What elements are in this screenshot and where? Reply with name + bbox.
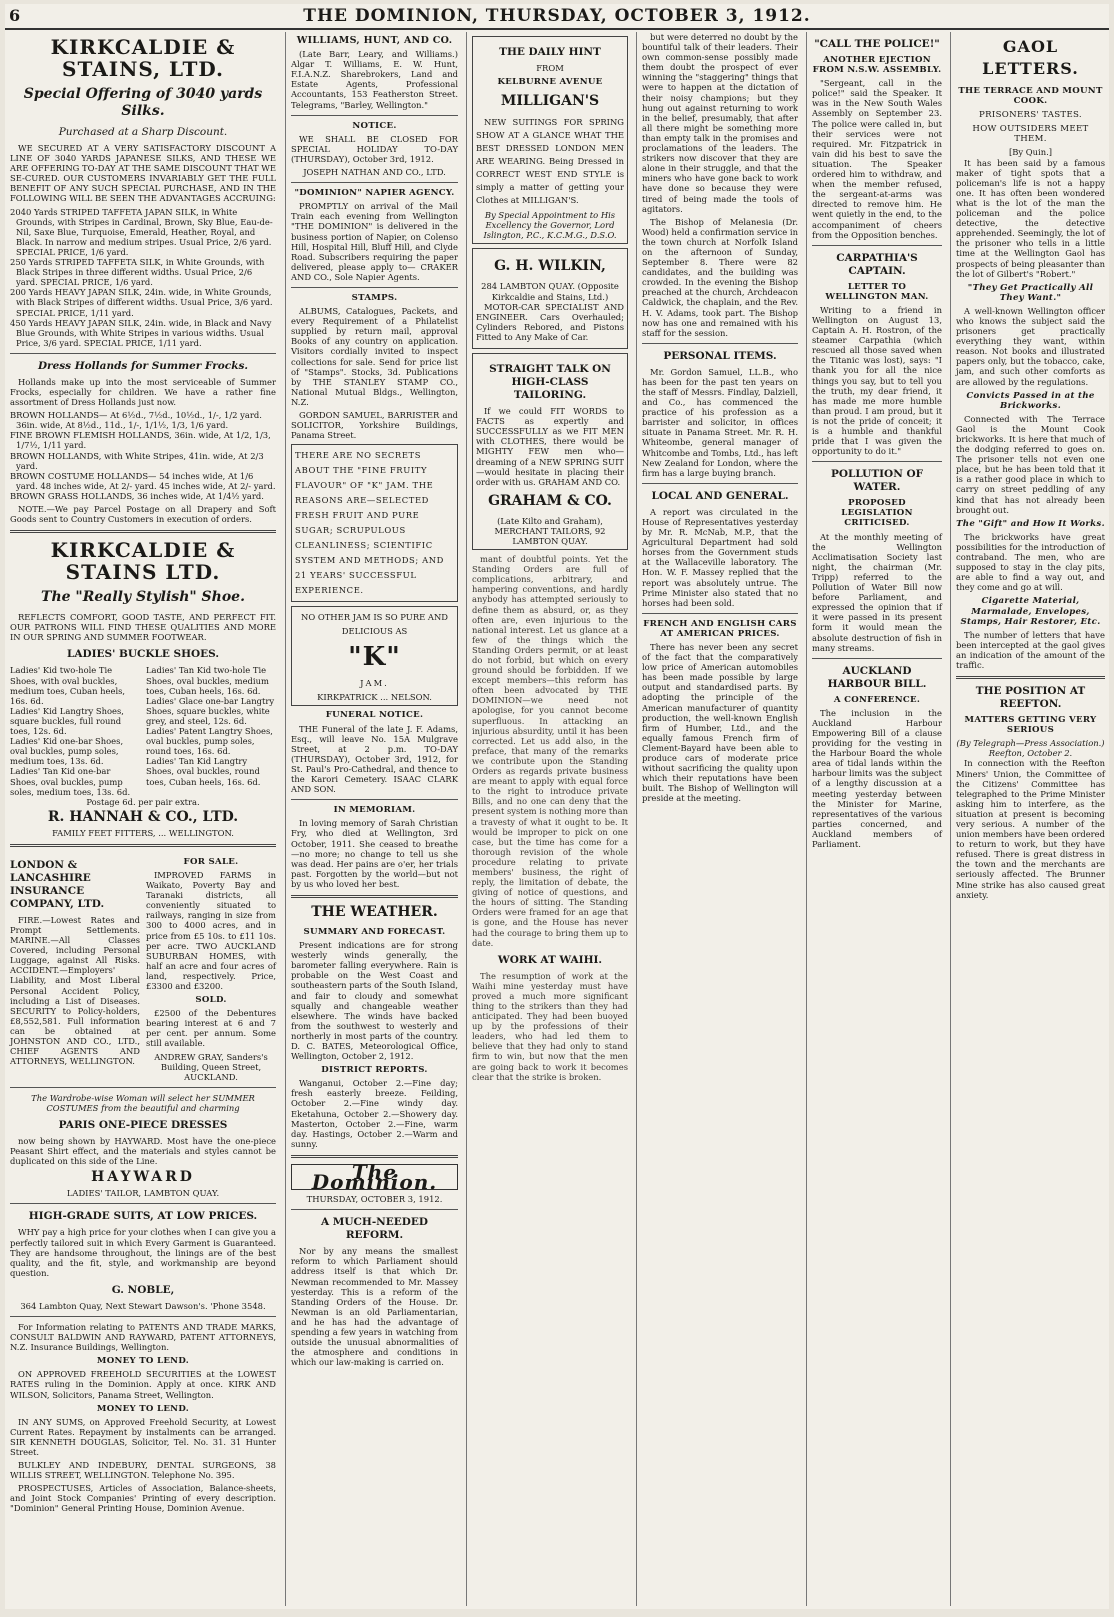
shoe-item: Ladies' Tan Kid two-hole Tie Shoes, oval buckles, medium toes, Cuban heels, 16s. 6d. bbox=[146, 665, 269, 696]
waihi-body: The resumption of work at the Waihi mine yesterday must have proved a much more significant thing to the strikers than they had anticipated. They had been buoyed up by the professions of their leaders, who had led them to believe that they had only to stand firm to win, but now that the men are going back to work it becomes clear that the strike is broken. bbox=[472, 970, 628, 1082]
shoe-item: Ladies' Tan Kid one-bar Shoes, oval buckles, pump soles, medium toes, 13s. 6d. bbox=[10, 766, 131, 797]
memoriam-body: In loving memory of Sarah Christian Fry, who died at Wellington, 3rd October, 1911. She ceased to breathe—no more; no change to tell us she was dead. Her pains are o'er, her trials past. Forgotten by the world—but not by us who loved her best. bbox=[291, 818, 458, 889]
williams-body: (Late Barr, Leary, and Williams.) Algar T. Williams, E. W. Hunt, F.I.A.N.Z. Sharebrokers, Land and Estate Agents, Professional Accountants, 153 Featherston Street. Telegrams, "Barley, Wellington." bbox=[291, 49, 458, 110]
jam-box: THERE ARE NO SECRETS ABOUT THE "FINE FRUITY FLAVOUR" OF "K" JAM. THE REASONS ARE—SELECTED FRESH FRUIT AND PURE SUGAR; SCRUPULOUS CLEANLINESS; SCIENTIFIC SYSTEM AND METHODS; AND 21 YEARS' SUCCESSFUL EXPERIENCE. bbox=[291, 444, 458, 602]
sold-body: £2500 of the Debentures bearing interest at 6 and 7 per cent. per annum. Some still available. bbox=[146, 1008, 276, 1049]
wilkin-box bbox=[472, 248, 628, 349]
funeral-title: FUNERAL NOTICE. bbox=[325, 710, 424, 721]
french-body: There has never been any secret of the fact that the comparatively low price of American automobiles has been made possible by large output and standardised parts. By adopting the principle of the American manufacturer of quantity production, the well-known English firm of Humber, Ltd., and the equally famous French firm of Clement-Bayard have been able to produce cars of moderate price without sacrificing the quality upon which their reputations have been built. The Bishop of Wellington will preside at the meeting. bbox=[642, 641, 798, 804]
memoriam-title: IN MEMORIAM. bbox=[333, 805, 416, 816]
carpathia-subtitle: LETTER TO WELLINGTON MAN. bbox=[825, 281, 929, 302]
carpathia-title: CARPATHIA'S CAPTAIN. bbox=[836, 251, 918, 277]
money-title: MONEY TO LEND. bbox=[96, 1356, 190, 1367]
hayward-intro: The Wardrobe-wise Woman will select her SUMMER COSTUMES from the beautiful and charming bbox=[31, 1092, 255, 1113]
column-notices bbox=[285, 32, 463, 1606]
shoe-item: Ladies' Kid one-bar Shoes, oval buckles, pump soles, medium toes, 13s. 6d. bbox=[10, 736, 124, 767]
milligans-appointment: By Special Appointment to His Excellency the Governor, Lord Islington, P.C., K.C.M.G., D.S.O. bbox=[483, 210, 617, 241]
leader-date: THURSDAY, OCTOBER 3, 1912. bbox=[306, 1194, 443, 1205]
brick-title: Convicts Passed in at the Brickworks. bbox=[966, 390, 1095, 411]
hayward-sub: LADIES' TAILOR, LAMBTON QUAY. bbox=[66, 1188, 220, 1199]
water-title: POLLUTION OF WATER. bbox=[830, 468, 924, 494]
shoe-title: The "Really Stylish" Shoe. bbox=[41, 589, 245, 606]
stamps-body: ALBUMS, Catalogues, Packets, and every Requirement of a Philatelist supplied by return mail, approval Books of any country on application. Visitors cordially invited to inspect collections for sale. Send for price list of "Stamps". Stocks, 3d. Publications by THE STANLEY STAMP CO., National Mutual Bldgs., Wellington, N.Z. bbox=[291, 306, 458, 407]
leader-title: A MUCH-NEEDED REFORM. bbox=[320, 1216, 429, 1242]
newspaper-page bbox=[5, 4, 1109, 1609]
shoe-intro: REFLECTS COMFORT, GOOD TASTE, AND PERFECT FIT. OUR PATRONS WILL FIND THESE QUALITIES AND MORE IN OUR SPRING AND SUMMER FOOTWEAR. bbox=[10, 612, 276, 643]
kirkpatrick: KIRKPATRICK ... NELSON. bbox=[317, 692, 432, 703]
williams-heading: WILLIAMS, HUNT, AND CO. bbox=[296, 35, 453, 46]
gaol-body: It has been said by a famous maker of tight spots that a policeman's life is not a happy one. It has often been wondered what is the lot of the man the policeman and the police detective, the detective apprehended. Seemingly, the lot of the prisoner who tells in a little time at the Wellington Gaol has prospects of being pleasanter than the lot of Gilbert's "Robert." bbox=[956, 157, 1105, 279]
insurance-forsale-row bbox=[10, 853, 276, 1082]
leader-body: Nor by any means the smallest reform to which Parliament should address itself is that which Dr. Newman recommended to Mr. Massey yesterday. This is a reform of the Standing Orders of the House. Dr. Newman is an old Parliamentarian, and he has had the advantage of spending a few years in watching from outside the unusual abnormalities of the atmosphere and conditions in which our law-making is carried on. bbox=[291, 1246, 458, 1368]
bulkley-ad: BULKLEY AND INDEBURY, DENTAL SURGEONS, 38 WILLIS STREET, WELLINGTON. Telephone No. 395. bbox=[10, 1460, 276, 1481]
insurance-body: FIRE.—Lowest Rates and Prompt Settlements. MARINE.—All Classes Covered, including Personal Luggage, against All Risks. ACCIDENT.—Employers' Liability, and Most Liberal Personal Accident Policy, including a List of Diseases. SECURITY to Policy-holders, £8,552,581. Full information can be obtained at JOHNSTON AND CO., LTD., CHIEF AGENTS AND ATTORNEYS, WELLINGTON. bbox=[10, 914, 140, 1067]
shoe-item: Ladies' Kid two-hole Tie Shoes, with oval buckles, medium toes, Cuban heels, 16s. 6d. bbox=[10, 665, 126, 706]
column-news-2 bbox=[806, 32, 947, 1606]
tailoring-body: If we could FIT WORDS to FACTS as expertly and SUCCESSFULLY as we FIT MEN with CLOTHES, there would be MIGHTY FEW men who—dreaming of a NEW SPRING SUIT—would hesitate in placing their order with us. GRAHAM AND CO. bbox=[476, 406, 624, 487]
hayward-row bbox=[10, 1093, 276, 1517]
postage-note: NOTE.—We pay Parcel Postage on all Drapery and Soft Goods sent to Country Customers in execution of orders. bbox=[10, 504, 276, 525]
shoes-postage: Postage 6d. per pair extra. bbox=[86, 796, 200, 807]
local-title: LOCAL AND GENERAL. bbox=[651, 489, 789, 502]
daily-hint-from: FROM bbox=[536, 63, 564, 73]
silks-title: Special Offering of 3040 yards Silks. bbox=[23, 86, 263, 119]
harbour-title: AUCKLAND HARBOUR BILL. bbox=[827, 664, 927, 690]
sold-title: SOLD. bbox=[195, 995, 227, 1006]
holland-item: BROWN GRASS HOLLANDS, 36 inches wide, At 1/4½ yard. bbox=[10, 490, 264, 501]
wilkin-address: 284 LAMBTON QUAY. (Opposite Kirkcaldie and Stains, Ltd.) bbox=[481, 281, 619, 302]
daily-hint-box bbox=[472, 36, 628, 244]
personal-body: Mr. Gordon Samuel, LL.B., who has been for the past ten years on the staff of Messrs. Findlay, Dalziell, and Co., has commenced the practice of his profession as a barrister and solicitor, in offices situate in Panama Street. Mr. R. H. Whiteombe, general manager of Whitcombe and Tombs, Ltd., has left New Zealand for London, where the firm has a large buying branch. bbox=[642, 366, 798, 478]
reefton-subtitle: MATTERS GETTING VERY SERIOUS bbox=[964, 715, 1097, 736]
police-subtitle: ANOTHER EJECTION FROM N.S.W. ASSEMBLY. bbox=[812, 55, 942, 76]
masthead bbox=[5, 4, 1109, 30]
money-title-2: MONEY TO LEND. bbox=[96, 1403, 190, 1414]
hayward-body: now being shown by HAYWARD. Most have the one-piece Peasant Shirt effect, and the materials and styles cannot be duplicated on this side of the Line. bbox=[10, 1136, 276, 1167]
nathan-sign: JOSEPH NATHAN AND CO., LTD. bbox=[303, 167, 446, 178]
harbour-body: The inclusion in the Auckland Harbour Empowering Bill of a clause providing for the vesting in the Harbour Board the whole area of tidal lands within the harbour limits was the subject of a lengthy discussion at a meeting yesterday between the Minister for Marine, representatives of the various parties concerned, and Auckland members of Parliament. bbox=[812, 707, 942, 849]
graham-sub: (Late Kilto and Graham), MERCHANT TAILORS, 92 LAMBTON QUAY. bbox=[494, 515, 606, 546]
hannah-sub: FAMILY FEET FITTERS, ... WELLINGTON. bbox=[52, 827, 234, 838]
tailoring-box bbox=[472, 353, 628, 550]
forsale-body: IMPROVED FARMS in Waikato, Poverty Bay and Taranaki districts, all conveniently situated to railways, ranging in size from 300 to 4000 acres, and in price from £5 10s. to £11 10s. per acre. TWO AUCKLAND SUBURBAN HOMES, with half an acre and four acres of land, respectively. Price, £3300 and £3200. bbox=[146, 869, 276, 991]
napier-body: PROMPTLY on arrival of the Mail Train each evening from Wellington "THE DOMINION" is delivered in the business portion of Napier, on Colenso Hill, Hospital Hill, Bluff Hill, and Clyde Road. Subscribers requiring the paper delivered, please apply to— CRAKER AND CO., Sole Napier Agents. bbox=[291, 201, 458, 282]
silk-item: 450 Yards HEAVY JAPAN SILK, 24in. wide, in Black and Navy Blue Grounds, with White Stripes in various widths. Usual Price, 3/6 yard. SPECIAL PRICE, 1/11 yard. bbox=[10, 317, 272, 348]
paris-dresses: PARIS ONE-PIECE DRESSES bbox=[58, 1119, 228, 1132]
noble-name: G. NOBLE, bbox=[111, 1283, 175, 1296]
jam-box-2 bbox=[291, 606, 458, 706]
bishop-paragraph: The Bishop of Melanesia (Dr. Wood) held a confirmation service in the town church at Norfolk Island on the afternoon of Sunday, September 8. There were 82 candidates, and the building was crowded. In the evening the Bishop preached at the church, Archdeacon Caldwick, the chaplain, and the Rev. H. V. Adams, took part. The Bishop now has one and remained with his staff for the session. bbox=[642, 216, 798, 338]
hannah-heading: R. HANNAH & CO., LTD. bbox=[47, 808, 239, 825]
milligans-body: NEW SUITINGS FOR SPRING SHOW AT A GLANCE WHAT THE BEST DRESSED LONDON MEN ARE WEARING. Being Dressed in CORRECT WEST END STYLE is simply a matter of getting your Clothes at MILLIGAN'S. bbox=[476, 117, 624, 206]
silks-subtitle: Purchased at a Sharp Discount. bbox=[58, 126, 228, 138]
gaol-body-2: A well-known Wellington officer who knows the subject said the prisoners get practically everything they want, within reason. Not books and illustrated papers only, but the tobacco, cake, jam, and such other comforts as are allowed by the regulations. bbox=[956, 305, 1105, 387]
hollands-title: Dress Hollands for Summer Frocks. bbox=[37, 359, 249, 372]
shoe-item: Ladies' Kid Langtry Shoes, square buckles, full round toes, 12s. 6d. bbox=[10, 705, 124, 737]
daily-hint-house: KELBURNE AVENUE bbox=[497, 77, 603, 88]
brick-body: Connected with The Terrace Gaol is the Mount Cook brickworks. It is here that much of the dodging referred to goes on. The prisoner tells not even one place, but he has been told that it is a rather good place in which to carry on street peddling of any kind that has not already been brought out. bbox=[956, 413, 1105, 515]
noble-sub: 364 Lambton Quay, Next Stewart Dawson's. 'Phone 3548. bbox=[20, 1300, 266, 1311]
holland-item: BROWN HOLLANDS, with White Stripes, 41in. wide, At 2/3 yard. bbox=[10, 450, 264, 471]
hollands-intro: Hollands make up into the most serviceable of Summer Frocks, especially for children. We have a rather fine assortment of Dress Hollands just now. bbox=[10, 376, 276, 408]
silk-item: 200 Yards HEAVY JAPAN SILK, 24in. wide, in White Grounds, with Black Stripes of different widths. Usual Price, 3/6 yard. SPECIAL PRICE, 1/11 yard. bbox=[10, 287, 273, 318]
article-continuation: mant of doubtful points. Yet the Standing Orders are full of complications, arbitrary, and hampering conventions, and hardly anybody has attempted seriously to define them as absurd, or, as they often are, even injurious to the national interest. Let us glance at a few of the things which the Standing Orders permit, or at least do not forbid, but which on every ground should be forbidden. If we except members—this reform has often been advocated by THE DOMINION—we need not apologise, for you cannot become superfluous. In attacking an injurious absurdity, until it has been corrected. Let us add also, in the preface, that many of the remarks we contribute upon the Standing Orders as regards private business are meant to apply with equal force to the right to introduce private Bills, and no one can deny that the present system is nothing more than a travesty of what it ought to be. It would be improper to pick on one case, but the time has come for a thorough revision of the whole procedure relating to private members' business, the right of reply, the limitation of debate, the giving of notice of questions, and the hours of sitting. The Standing Orders were framed for an age that is gone, and the House has never had the courage to bring them up to date. bbox=[472, 554, 628, 948]
ladies-shoes-title: LADIES' BUCKLE SHOES. bbox=[66, 648, 220, 661]
column-ads-article bbox=[466, 32, 633, 1606]
silk-item: 2040 Yards STRIPED TAFFETA JAPAN SILK, in White Grounds, with Stripes in Cardinal, Brown, Sky Blue, Eau-de-Nil, Saxe Blue, Turquoise, Emerald, Heather, Royal, and Black. In narrow and medium stripes. Usual Price, 2/6 yard. SPECIAL PRICE, 1/6 yard. bbox=[10, 206, 273, 257]
shoe-item: Ladies' Glace one-bar Langtry Shoes, square buckles, white grey, and steel, 12s. 6d. bbox=[146, 695, 275, 726]
gaol-subtitle-2: PRISONERS' TASTES. bbox=[979, 110, 1082, 121]
notice-title: NOTICE. bbox=[352, 120, 397, 131]
column-gaol bbox=[950, 32, 1109, 1606]
waihi-title: WORK AT WAIHI. bbox=[497, 953, 603, 966]
wilkin-name: G. H. WILKIN, bbox=[494, 258, 606, 275]
waihi-continuation: but were deterred no doubt by the bountiful talk of their leaders. Their own common-sense possibly made them doubt the prospect of ever winning the "staggering" things that were to happen at the dictation of their noisy champions; but they hung out against returning to work in the belief, presumably, that after all there might be something more than empty talk in the promises and proclamations of the leaders. The strikers now discover that they are alone in their struggle, and that the miners who have gone back to work have done so because they were tired of being made the tools of agitators. bbox=[642, 32, 798, 214]
reefton-title: THE POSITION AT REEFTON. bbox=[975, 685, 1086, 711]
cigarette-title: Cigarette Material, Marmalade, Envelopes, Stamps, Hair Restorer, Etc. bbox=[960, 596, 1101, 627]
gift-body: The brickworks have great possibilities for the introduction of contraband. The men, who are supposed to stay in the clay pits, are able to find a way out, and they come and go at will. bbox=[956, 531, 1105, 593]
harbour-subtitle: A CONFERENCE. bbox=[833, 694, 921, 705]
reports-title: DISTRICT REPORTS. bbox=[321, 1065, 428, 1076]
suits-body: WHY pay a high price for your clothes when I can give you a perfectly tailored suit in which Every Garment is Guaranteed. They are handsome throughout, the linings are of the best quality, and the fit, style, and workmanship are beyond question. bbox=[10, 1227, 276, 1278]
weather-title: THE WEATHER. bbox=[311, 903, 438, 920]
samuel-card: GORDON SAMUEL, BARRISTER and SOLICITOR, Yorkshire Buildings, Panama Street. bbox=[291, 410, 458, 441]
reefton-byline: (By Telegraph—Press Association.) Reefton, October 2. bbox=[956, 738, 1105, 759]
french-title: FRENCH AND ENGLISH CARS AT AMERICAN PRICES. bbox=[643, 618, 797, 639]
weather-subtitle: SUMMARY AND FORECAST. bbox=[303, 926, 446, 937]
shoes-grid bbox=[10, 665, 276, 796]
kirkcaldie-heading-2: KIRKCALDIE & STAINS LTD. bbox=[50, 538, 236, 585]
hayward-name: HAYWARD bbox=[91, 1169, 195, 1186]
funeral-body: THE Funeral of the late J. F. Adams, Esq., will leave No. 15A Mulgrave Street, at 2 p.m. TO-DAY (THURSDAY), October 3rd, 1912, for St. Paul's Pro-Cathedral, and thence to the Karori Cemetery. ISAAC CLARK AND SON. bbox=[291, 723, 458, 795]
stamps-title: STAMPS. bbox=[351, 292, 398, 303]
prospectus-ad: PROSPECTUSES, Articles of Association, Balance-sheets, and Joint Stock Companies' Printing of every description. "Dominion" General Printing House, Dominion Avenue. bbox=[10, 1483, 276, 1514]
wilkin-body: MOTOR-CAR SPECIALIST AND ENGINEER. Cars Overhauled; Cylinders Rebored, and Pistons Fitted to Any Make of Car. bbox=[476, 301, 624, 342]
jam-box-2-text: NO OTHER JAM IS SO PURE AND DELICIOUS AS bbox=[300, 612, 449, 637]
napier-title: "DOMINION" NAPIER AGENCY. bbox=[294, 188, 455, 199]
forsale-title: FOR SALE. bbox=[183, 856, 239, 867]
gift-title: The "Gift" and How It Works. bbox=[956, 518, 1105, 529]
kirkcaldie-heading: KIRKCALDIE & STAINS, LTD. bbox=[50, 35, 236, 81]
silk-item: 250 Yards STRIPED TAFFETA SILK, in White Grounds, with Black Stripes in three different widths. Usual Price, 2/6 yard. SPECIAL PRICE, 1/6 yard. bbox=[10, 257, 265, 288]
tailoring-title: STRAIGHT TALK ON HIGH-CLASS TAILORING. bbox=[489, 363, 611, 402]
police-body: "Sergeant, call in the police!" said the Speaker. It was in the New South Wales Assembly on September 23. The police were called in, but their services were not required. Mr. Fitzpatrick in vain did his best to save the situation. The Speaker ordered him to withdraw, and when the member refused, the sergeant-at-arms was directed to remove him. He went quietly in the end, to the accompaniment of cheers from the Opposition benches. bbox=[812, 78, 942, 240]
daily-hint-title: THE DAILY HINT bbox=[499, 46, 601, 58]
reports-body: Wanganui, October 2.—Fine day; fresh easterly breeze. Feilding, October 2.—Fine windy day. Eketahuna, October 2.—Showery day. Masterton, October 2.—Fine, warm day. Hastings, October 2.—Warm and sunny. bbox=[291, 1078, 458, 1149]
jam-word: JAM. bbox=[360, 678, 389, 689]
silks-intro: WE SECURED AT A VERY SATISFACTORY DISCOUNT A LINE OF 3040 YARDS JAPANESE SILKS, AND THESE WE ARE OFFERING TO-DAY AT THE SAME DISCOUNT THAT WE SE-CURED. OUR CUSTOMERS INVARIABLY GET THE FULL BENEFIT OF ANY SUCH SPECIAL PURCHASE, AND IN THE FOLLOWING WILL BE SEEN THE ADVANTAGES ACCRUING: bbox=[10, 143, 276, 204]
local-body: A report was circulated in the House of Representatives yesterday by Mr. R. McNab, M.P., that the Agricultural Department had sold horses from the Government studs at the Wallaceville laboratory. The Hon. W. F. Massey replied that the report was absolutely untrue. The Prime Minister also stated that no horses had been sold. bbox=[642, 506, 798, 608]
jam-k: "K" bbox=[348, 642, 401, 673]
gaol-subtitle-3: HOW OUTSIDERS MEET THEM. bbox=[972, 124, 1089, 145]
column-advertisements bbox=[5, 32, 281, 1606]
andrew-gray: ANDREW GRAY, Sanders's Building, Queen Street, AUCKLAND. bbox=[154, 1051, 268, 1082]
gaol-title: GAOL LETTERS. bbox=[982, 37, 1079, 78]
shoe-item: Ladies' Tan Kid Langtry Shoes, oval buckles, round toes, Cuban heels, 16s. 6d. bbox=[146, 756, 261, 787]
holland-item: FINE BROWN FLEMISH HOLLANDS, 36in. wide, At 1/2, 1/3, 1/7½, 1/11 yard. bbox=[10, 430, 271, 451]
water-subtitle: PROPOSED LEGISLATION CRITICISED. bbox=[841, 498, 913, 529]
shoe-item: Ladies' Patent Langtry Shoes, oval buckles, pump soles, round toes, 16s. 6d. bbox=[146, 726, 273, 757]
reefton-body: In connection with the Reefton Miners' Union, the Committee of the Citizens' Committee has telegraphed to the Prime Minister asking him to interfere, as the situation at present is becoming very serious. A number of the union members have been ordered to return to work, but they have refused. There is great distress in the town and the merchants are seriously affected. The Brunner Mine strike has also caused great anxiety. bbox=[956, 758, 1105, 900]
weather-body: Present indications are for strong westerly winds generally, the barometer falling everywhere. Rain is probable on the West Coast and southeastern parts of the South Island, and fair to cloudy and somewhat squally and changeable weather elsewhere. The winds have backed from the southwest to westerly and northerly in most parts of the country. D. C. BATES, Meteorological Office, Wellington, October 2, 1912. bbox=[291, 940, 458, 1062]
gaol-subhead: "They Get Practically All They Want." bbox=[967, 282, 1094, 303]
silks-list bbox=[10, 207, 276, 348]
gaol-subtitle: THE TERRACE AND MOUNT COOK. bbox=[958, 86, 1103, 107]
money-body: ON APPROVED FREEHOLD SECURITIES at the LOWEST RATES ruling in the Dominion. Apply at once. KIRK AND WILSON, Solicitors, Panama Street, Wellington. bbox=[10, 1369, 276, 1400]
money-body-2: IN ANY SUMS, on Approved Freehold Security, at Lowest Current Rates. Repayment by instalments can be arranged. SIR KENNETH DOUGLAS, Solicitor, Tel. No. 31. 31 Hunter Street. bbox=[10, 1416, 276, 1457]
gaol-byline: [By Quin.] bbox=[1008, 147, 1053, 158]
holland-item: BROWN HOLLANDS— At 6½d., 7½d., 10½d., 1/-, 1/2 yard. 36in. wide, At 8½d., 11d., 1/-, 1/1½, 1/3, 1/6 yard. bbox=[10, 410, 262, 431]
page-number: 6 bbox=[9, 6, 21, 25]
insurance-title: LONDON & LANCASHIRE INSURANCE COMPANY, LTD. bbox=[10, 858, 105, 910]
column-news bbox=[636, 32, 803, 1606]
cigarette-body: The number of letters that have been intercepted at the gaol gives an indication of the amount of the traffic. bbox=[956, 629, 1105, 670]
holland-item: BROWN COSTUME HOLLANDS— 54 inches wide, At 1/6 yard. 48 inches wide, At 2/- yard. 45 inches wide, At 2/- yard. bbox=[10, 470, 276, 491]
water-body: At the monthly meeting of the Wellington Acclimatisation Society last night, the chairman (Mr. Tripp) referred to the Pollution of Water Bill now before Parliament, and expressed the opinion that if it were passed in its present form it would mean the absolute destruction of fish in many streams. bbox=[812, 531, 942, 653]
hollands-list bbox=[10, 410, 276, 501]
police-title: "CALL THE POLICE!" bbox=[814, 38, 940, 50]
patents-ad: For Information relating to PATENTS AND TRADE MARKS, CONSULT BALDWIN AND RAYWARD, PATENT ATTORNEYS, N.Z. Insurance Buildings, Wellington. bbox=[10, 1321, 276, 1353]
milligans-name: MILLIGAN'S bbox=[500, 93, 600, 110]
notice-body: WE SHALL BE CLOSED FOR SPECIAL HOLIDAY TO-DAY (THURSDAY), October 3rd, 1912. bbox=[291, 133, 458, 164]
masthead-title: THE DOMINION, THURSDAY, OCTOBER 3, 1912. bbox=[303, 6, 811, 26]
suits-title: HIGH-GRADE SUITS, AT LOW PRICES. bbox=[28, 1210, 258, 1223]
graham-name: GRAHAM & CO. bbox=[488, 492, 612, 509]
dominion-logo: The Dominion. bbox=[291, 1164, 458, 1190]
personal-title: PERSONAL ITEMS. bbox=[663, 349, 777, 362]
carpathia-body: Writing to a friend in Wellington on August 13, Captain A. H. Rostron, of the steamer Carpathia (which rescued all those saved when the Titanic was lost), says: "I thank you for all the nice things you say, but to tell you the truth, my dear friend, it has made me more humble than proud. I am proud, but it is not the pride of conceit; it is a humble and thankful pride that I was given the opportunity to do it." bbox=[812, 304, 942, 457]
